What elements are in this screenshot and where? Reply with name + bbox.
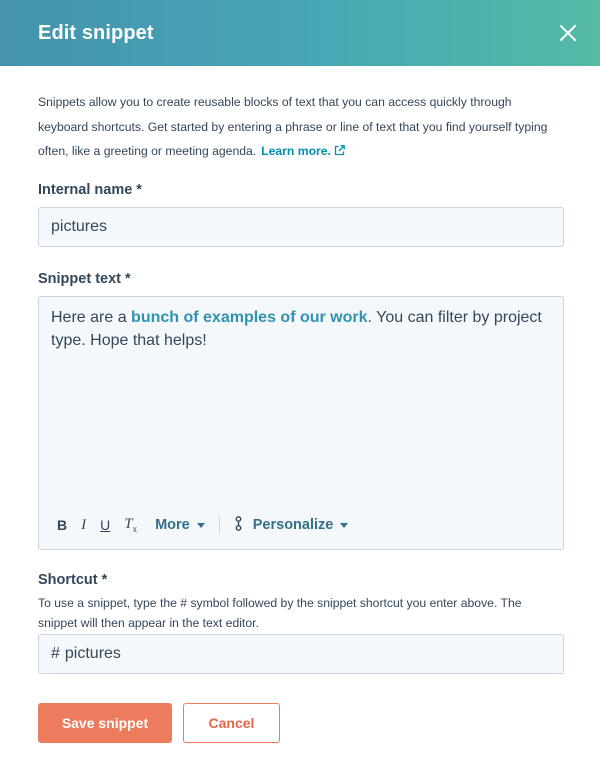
modal-header bbox=[0, 0, 600, 66]
intro-text bbox=[38, 90, 564, 165]
learn-more-label: Learn more. bbox=[261, 144, 331, 158]
clear-format-sub: x bbox=[132, 524, 138, 534]
toolbar-divider bbox=[219, 516, 220, 534]
more-dropdown[interactable] bbox=[155, 517, 205, 533]
modal-body bbox=[38, 90, 564, 731]
editor-toolbar bbox=[57, 513, 348, 537]
snippet-text-after: . You can filter by project type. Hope that helps! bbox=[51, 309, 542, 349]
snippet-text-link[interactable]: bunch of examples of our work bbox=[131, 309, 368, 326]
external-link-icon bbox=[334, 140, 345, 165]
shortcut-help-text: To use a snippet, type the # symbol followed by the snippet shortcut you enter above. The snippet will then appear in the text editor. bbox=[38, 596, 522, 630]
learn-more-link[interactable] bbox=[261, 144, 345, 158]
internal-name-label: Internal name * bbox=[38, 182, 142, 198]
internal-name-value: pictures bbox=[51, 218, 108, 235]
intro-description: Snippets allow you to create reusable blocks of text that you can access quickly through keyboard shortcuts. Get started by entering a phrase or line of text that you find yourself typing often, like a greeting or meeting agenda. bbox=[38, 95, 548, 158]
internal-name-input[interactable] bbox=[38, 207, 564, 247]
chevron-down-icon bbox=[197, 523, 205, 528]
shortcut-value: pictures bbox=[64, 645, 121, 662]
clear-format-button[interactable] bbox=[124, 516, 137, 534]
underline-button[interactable]: U bbox=[100, 517, 111, 533]
close-icon[interactable] bbox=[556, 21, 580, 45]
personalize-dropdown[interactable] bbox=[234, 516, 349, 535]
snippet-text-label: Snippet text * bbox=[38, 271, 131, 287]
chevron-down-icon bbox=[340, 523, 348, 528]
clear-format-icon: T bbox=[124, 516, 133, 532]
save-snippet-button[interactable]: Save snippet bbox=[38, 703, 172, 743]
cancel-button[interactable]: Cancel bbox=[183, 703, 280, 743]
more-label: More bbox=[155, 517, 190, 533]
shortcut-input[interactable] bbox=[38, 634, 564, 674]
personalize-token-icon bbox=[234, 516, 243, 535]
snippet-text-editor[interactable] bbox=[38, 296, 564, 550]
snippet-text-content[interactable] bbox=[51, 307, 556, 352]
personalize-label: Personalize bbox=[252, 517, 334, 533]
bold-button[interactable]: B bbox=[57, 517, 68, 533]
snippet-text-before: Here are a bbox=[51, 309, 132, 326]
shortcut-label: Shortcut * bbox=[38, 572, 108, 588]
italic-button[interactable]: I bbox=[81, 516, 87, 533]
modal-title: Edit snippet bbox=[38, 21, 154, 44]
hash-prefix: # bbox=[51, 645, 60, 662]
